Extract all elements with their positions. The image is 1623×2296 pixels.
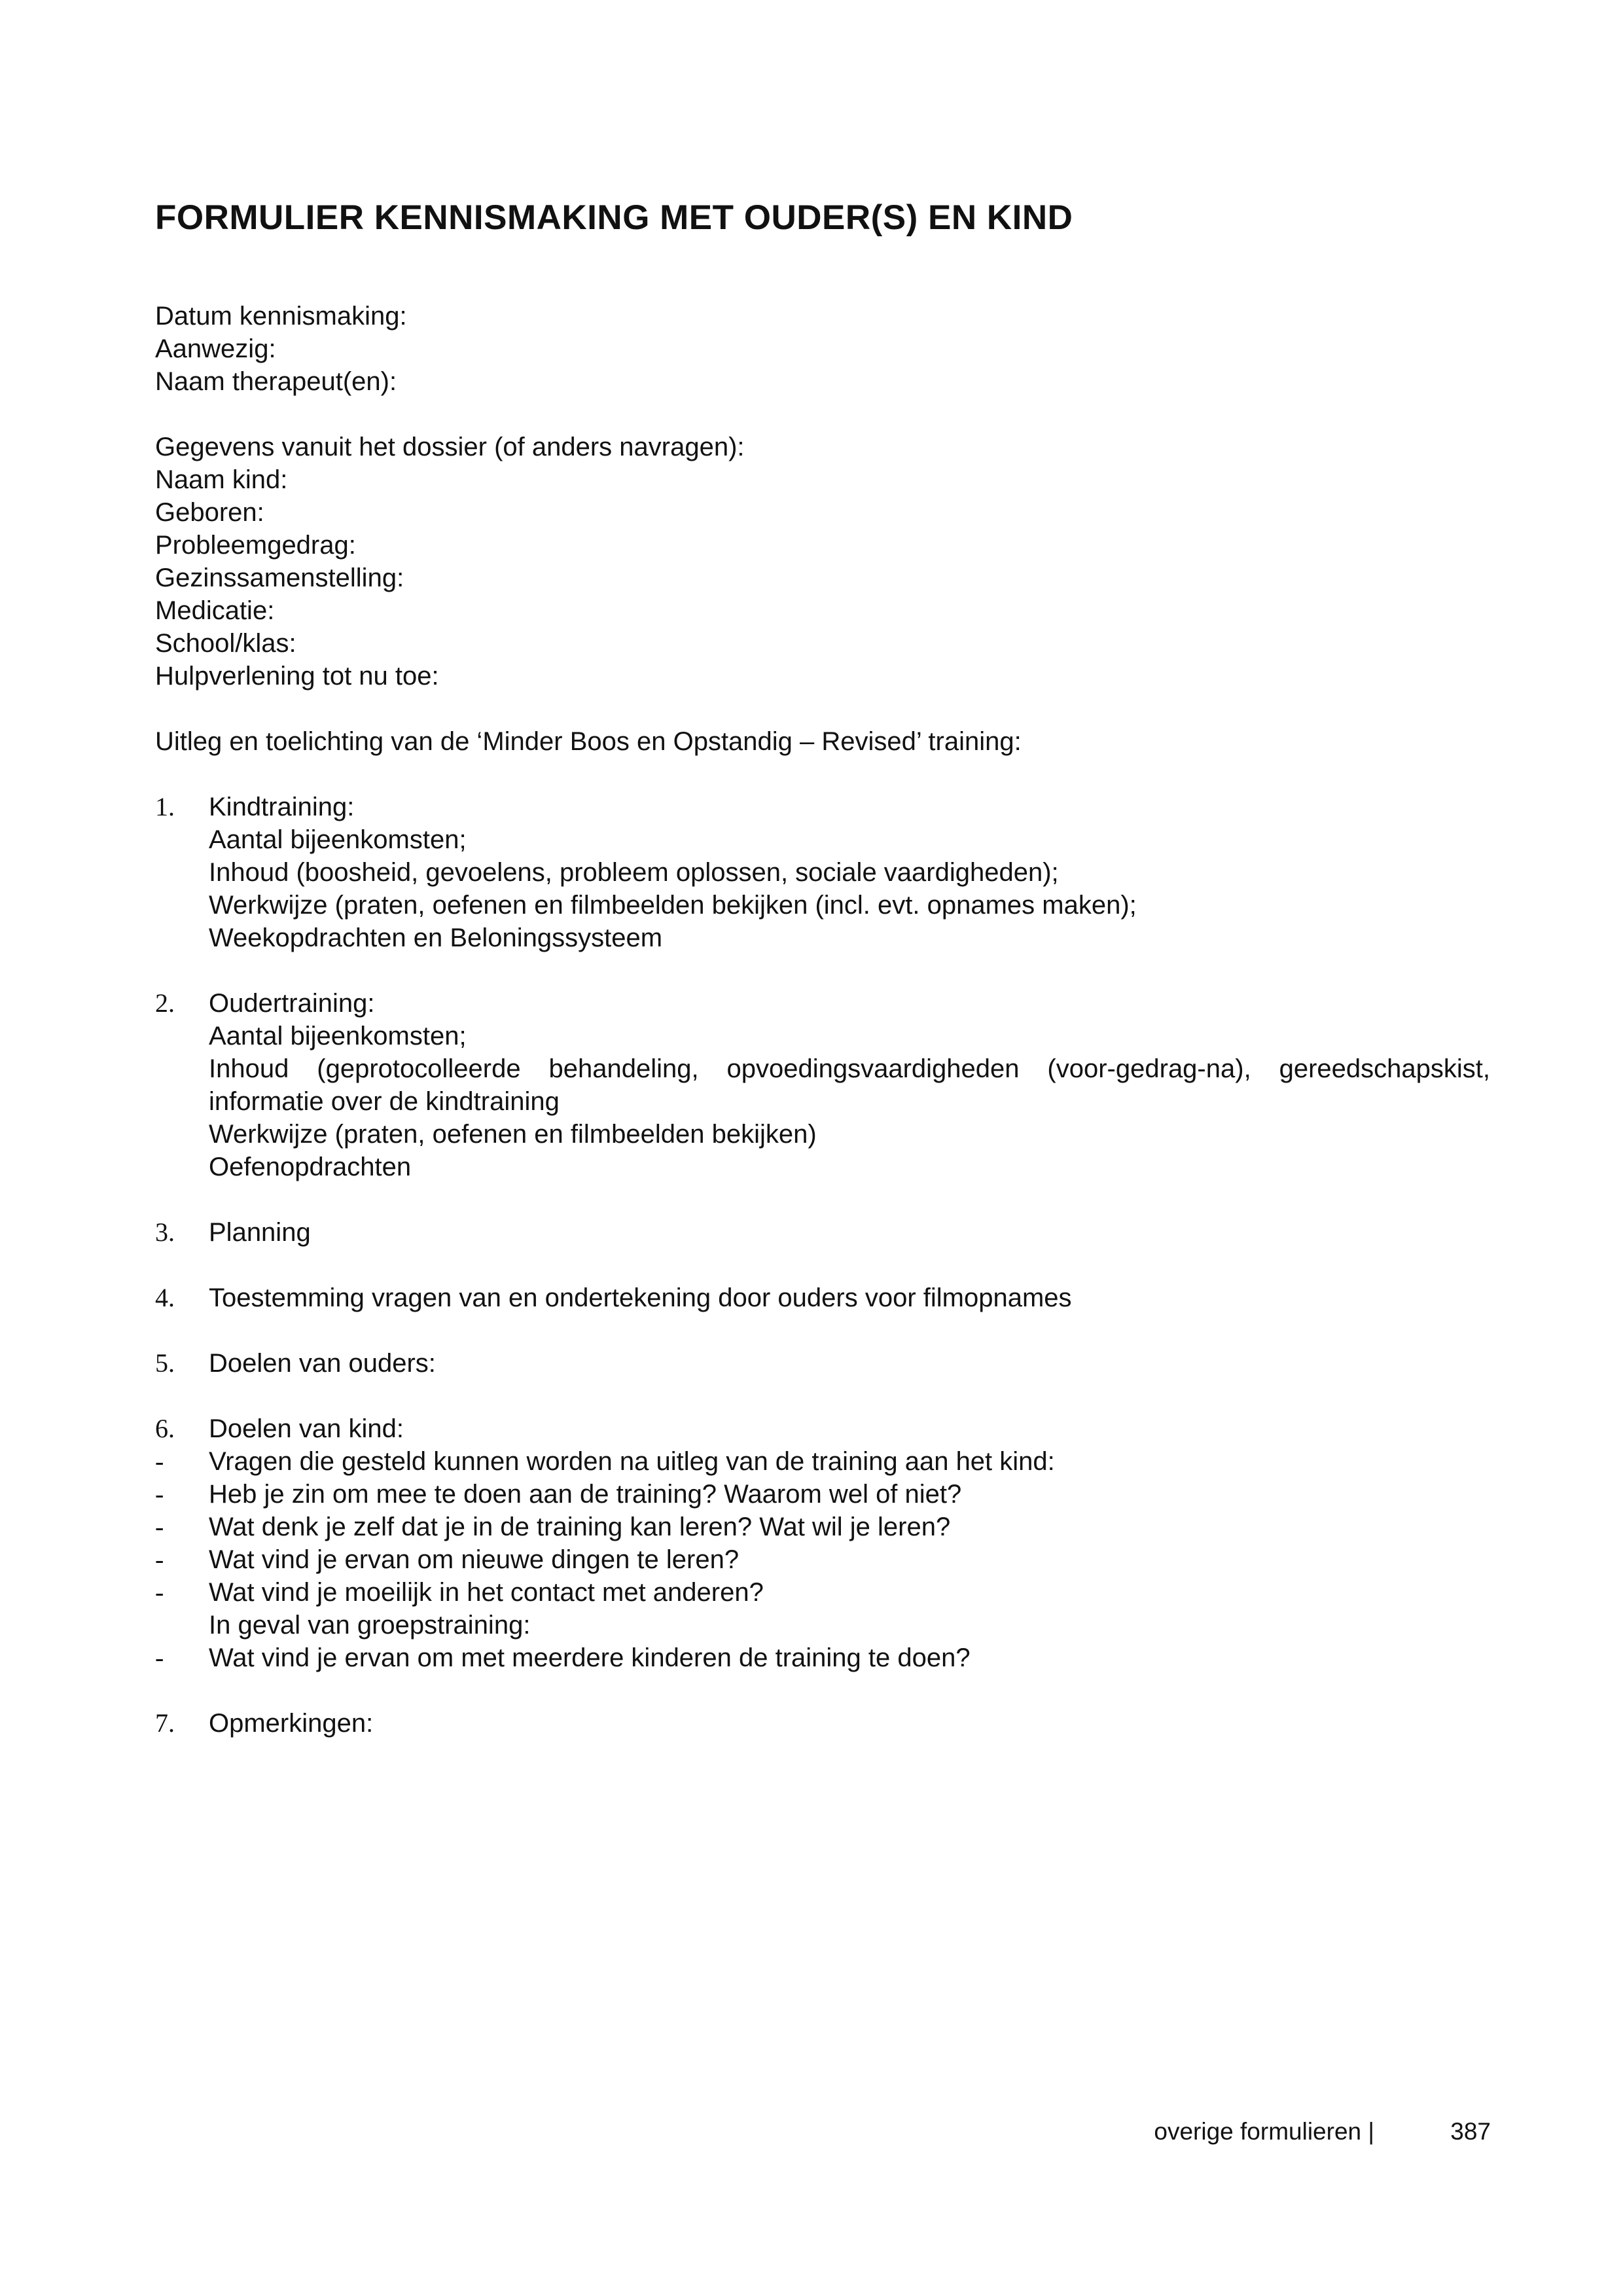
field-geboren: Geboren: [155, 498, 264, 527]
footer-section: overige formulieren | [1154, 2118, 1374, 2145]
list-item-opmerkingen [155, 1707, 1490, 1740]
item-number: 3. [155, 1217, 175, 1247]
bullet-text: Heb je zin om mee te doen aan de training? Waarom wel of niet? [209, 1480, 962, 1509]
sub-line: informatie over de kindtraining [209, 1087, 560, 1116]
list-item-kindtraining [155, 791, 1490, 823]
field-probleemgedrag: Probleemgedrag: [155, 531, 356, 560]
bullet-item [155, 1511, 1490, 1543]
bullet-item [155, 1641, 1490, 1674]
sub-line: Werkwijze (praten, oefenen en filmbeelden bekijken) [209, 1120, 817, 1149]
bullet-text: Wat denk je zelf dat je in de training kan leren? Wat wil je leren? [209, 1513, 951, 1541]
sub-line: Aantal bijeenkomsten; [209, 825, 467, 854]
dossier-heading: Gegevens vanuit het dossier (of anders navragen): [155, 433, 745, 461]
item-label: Kindtraining: [209, 793, 355, 821]
uitleg-heading: Uitleg en toelichting van de ‘Minder Boos en Opstandig – Revised’ training: [155, 727, 1022, 756]
item-number: 4. [155, 1283, 175, 1312]
dash-marker: - [155, 1479, 164, 1509]
item-label: Toestemming vragen van en ondertekening door ouders voor filmopnames [209, 1283, 1072, 1312]
item-number: 7. [155, 1708, 175, 1738]
sub-line: Oefenopdrachten [209, 1153, 412, 1181]
field-hulpverlening: Hulpverlening tot nu toe: [155, 662, 439, 691]
dash-marker: - [155, 1512, 164, 1541]
page-title: FORMULIER KENNISMAKING MET OUDER(S) EN KIND [155, 198, 1073, 237]
bullet-item [155, 1576, 1490, 1609]
item-label: Doelen van kind: [209, 1414, 404, 1443]
group-note: In geval van groepstraining: [209, 1611, 531, 1640]
bullet-text: Wat vind je ervan om met meerdere kinderen de training te doen? [209, 1643, 971, 1672]
field-therapeut: Naam therapeut(en): [155, 367, 397, 396]
item-label: Opmerkingen: [209, 1709, 374, 1738]
item-label: Oudertraining: [209, 989, 375, 1018]
form-content [155, 300, 1490, 1740]
sub-line-justified: Inhoud (geprotocolleerde behandeling, opvoedingsvaardigheden (voor-gedrag-na), gereedschapskist, [209, 1054, 1490, 1083]
field-school-klas: School/klas: [155, 629, 296, 658]
sub-line: Aantal bijeenkomsten; [209, 1022, 467, 1050]
list-item-doelen-ouders [155, 1347, 1490, 1380]
item-label: Planning [209, 1218, 311, 1247]
bullet-text: Vragen die gesteld kunnen worden na uitleg van de training aan het kind: [209, 1447, 1055, 1476]
dash-marker: - [155, 1643, 164, 1672]
item-number: 6. [155, 1414, 175, 1443]
field-naam-kind: Naam kind: [155, 465, 288, 494]
field-medicatie: Medicatie: [155, 596, 275, 625]
list-item-doelen-kind [155, 1412, 1490, 1445]
field-datum: Datum kennismaking: [155, 302, 407, 331]
sub-line: Inhoud (boosheid, gevoelens, probleem oplossen, sociale vaardigheden); [209, 858, 1059, 887]
dash-marker: - [155, 1577, 164, 1607]
dash-marker: - [155, 1446, 164, 1476]
dash-marker: - [155, 1545, 164, 1574]
bullet-text: Wat vind je moeilijk in het contact met anderen? [209, 1578, 764, 1607]
list-item-oudertraining [155, 987, 1490, 1020]
item-number: 1. [155, 792, 175, 821]
sub-line: Werkwijze (praten, oefenen en filmbeelden bekijken (incl. evt. opnames maken); [209, 891, 1137, 920]
item-label: Doelen van ouders: [209, 1349, 436, 1378]
field-gezinssamenstelling: Gezinssamenstelling: [155, 564, 404, 592]
bullet-item [155, 1478, 1490, 1511]
bullet-text: Wat vind je ervan om nieuwe dingen te leren? [209, 1545, 740, 1574]
item-number: 5. [155, 1348, 175, 1378]
page-number: 387 [1450, 2118, 1491, 2145]
bullet-item [155, 1543, 1490, 1576]
sub-line: Weekopdrachten en Beloningssysteem [209, 924, 663, 952]
list-item-planning [155, 1216, 1490, 1249]
bullet-item [155, 1445, 1490, 1478]
field-aanwezig: Aanwezig: [155, 334, 276, 363]
page-footer [0, 2118, 1623, 2152]
item-number: 2. [155, 988, 175, 1018]
list-item-toestemming [155, 1282, 1490, 1314]
